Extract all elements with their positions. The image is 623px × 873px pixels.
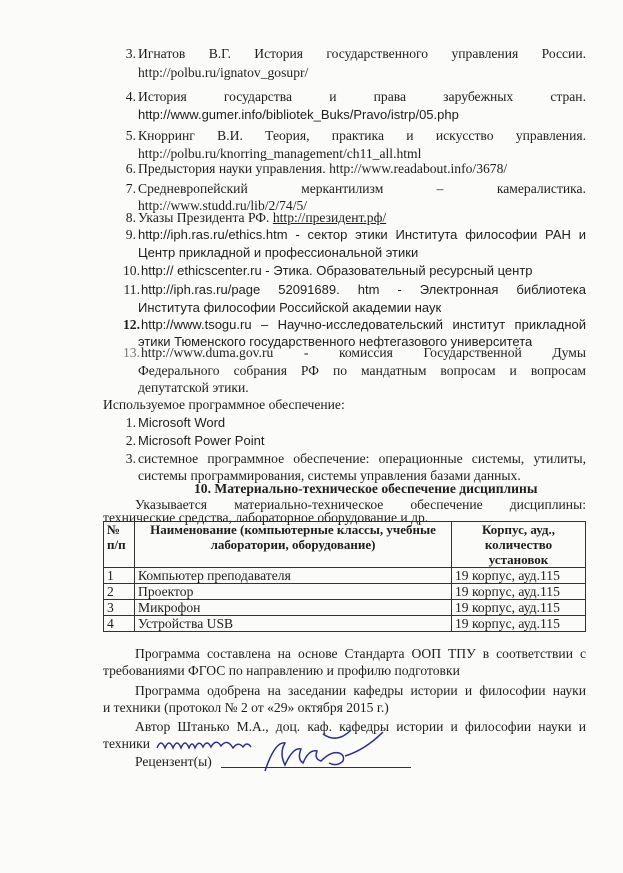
list-item: http://iph.ras.ru/ethics.htm - сектор этики Института философии РАН и [138, 227, 586, 242]
table-cell: 3 [104, 600, 135, 616]
list-item: http:// ethicscenter.ru - Этика. Образовательный ресурсный центр [141, 263, 533, 278]
list-number: 10. [123, 263, 140, 278]
software-heading: Используемое программное обеспечение: [103, 397, 345, 412]
list-number: 4. [125, 89, 136, 104]
list-item: http://www.tsogu.ru – Научно-исследовательский институт прикладной [141, 317, 586, 332]
table-row [104, 584, 586, 600]
list-item: Игнатов В.Г. История государственного управления России. [138, 46, 586, 61]
author-line: техники [103, 736, 151, 751]
section-intro: Указывается материально-техническое обеспечение дисциплины: [135, 497, 586, 512]
list-item: Microsoft Word [138, 415, 226, 430]
list-number: 3. [125, 46, 136, 61]
list-item [138, 209, 386, 226]
closing-paragraph: требованиями ФГОС по направлению и профилю подготовки [103, 663, 460, 678]
list-item: депутатской этики. [138, 380, 249, 395]
list-item: Института философии Российской академии наук [138, 300, 442, 315]
list-number: 13. [123, 345, 140, 360]
table-cell: 2 [104, 584, 135, 600]
list-item: Предыстория науки управления. http://www.readabout.info/3678/ [138, 161, 508, 176]
list-number: 8. [125, 210, 136, 225]
list-number: 11. [123, 282, 140, 297]
list-item: этики Тюменского государственного нефтегазового университета [138, 334, 533, 349]
table-cell: 19 корпус, ауд.115 [452, 600, 586, 616]
table-cell: 19 корпус, ауд.115 [452, 568, 586, 584]
list-number: 5. [125, 128, 136, 143]
column-header: Наименование (компьютерные классы, учебные лаборатории, оборудование) [135, 522, 452, 568]
list-item: системы программирования, системы управления базами данных. [138, 468, 521, 483]
author-line: Автор Штанько М.А., доц. каф. кафедры истории и философии науки и [135, 719, 586, 734]
list-item: Кнорринг В.И. Теория, практика и искусство управления. [138, 128, 586, 143]
list-item: История государства и права зарубежных стран. [138, 89, 586, 104]
table-row [104, 616, 586, 632]
equipment-table [103, 521, 586, 632]
list-item: Федерального собрания РФ по мандатным вопросам и вопросам [138, 363, 586, 378]
list-item-link[interactable]: http://www.gumer.info/bibliotek_Buks/Pravo/istrp/05.php [138, 107, 459, 122]
list-number: 1. [125, 415, 136, 430]
table-cell: 4 [104, 616, 135, 632]
table-cell: Микрофон [135, 600, 452, 616]
list-number: 7. [125, 181, 136, 196]
list-item: Microsoft Power Point [138, 433, 265, 448]
list-item-text: Указы Президента РФ. [138, 210, 270, 225]
table-cell: 1 [104, 568, 135, 584]
closing-paragraph: и техники (протокол № 2 от «29» октября 2015 г.) [103, 700, 389, 715]
list-item-link[interactable]: http://президент.рф/ [272, 210, 387, 225]
reviewer-label: Рецензент(ы) [135, 754, 212, 769]
section-intro: технические средства, лабораторное оборудование и др. [103, 510, 429, 525]
table-cell: 19 корпус, ауд.115 [452, 616, 586, 632]
closing-paragraph: Программа одобрена на заседании кафедры истории и философии науки [135, 683, 586, 698]
list-item: Центр прикладной и профессиональной этики [138, 245, 419, 260]
list-item: http://www.duma.gov.ru - комиссия Государственной Думы [141, 345, 586, 360]
list-item: http://iph.ras.ru/page 52091689. htm - Электронная библиотека [141, 282, 586, 297]
list-number: 12. [123, 317, 140, 332]
list-number: 9. [125, 227, 136, 242]
list-item: Средневропейский меркантилизм – камералистика. [138, 181, 586, 196]
section-title: 10. Материально-техническое обеспечение дисциплины [194, 481, 538, 496]
table-cell: Компьютер преподавателя [135, 568, 452, 584]
list-number: 6. [125, 161, 136, 176]
list-item-link[interactable]: http://www.studd.ru/lib/2/74/5/ [138, 198, 308, 213]
closing-paragraph: Программа составлена на основе Стандарта ООП ТПУ в соответствии с [135, 646, 586, 661]
table-header-row [104, 522, 586, 568]
list-item: системное программное обеспечение: операционные системы, утилиты, [138, 451, 586, 466]
list-item-link[interactable]: http://polbu.ru/knorring_management/ch11_all.html [138, 146, 422, 161]
list-number: 3. [125, 451, 136, 466]
column-header: Корпус, ауд., количество установок [452, 522, 586, 568]
table-cell: 19 корпус, ауд.115 [452, 584, 586, 600]
list-item-link[interactable]: http://polbu.ru/ignatov_gosupr/ [138, 65, 309, 80]
table-cell: Проектор [135, 584, 452, 600]
handwritten-signature [155, 726, 385, 776]
table-row [104, 568, 586, 584]
table-cell: Устройства USB [135, 616, 452, 632]
list-number: 2. [125, 433, 136, 448]
column-header: № п/п [104, 522, 135, 568]
table-row [104, 600, 586, 616]
